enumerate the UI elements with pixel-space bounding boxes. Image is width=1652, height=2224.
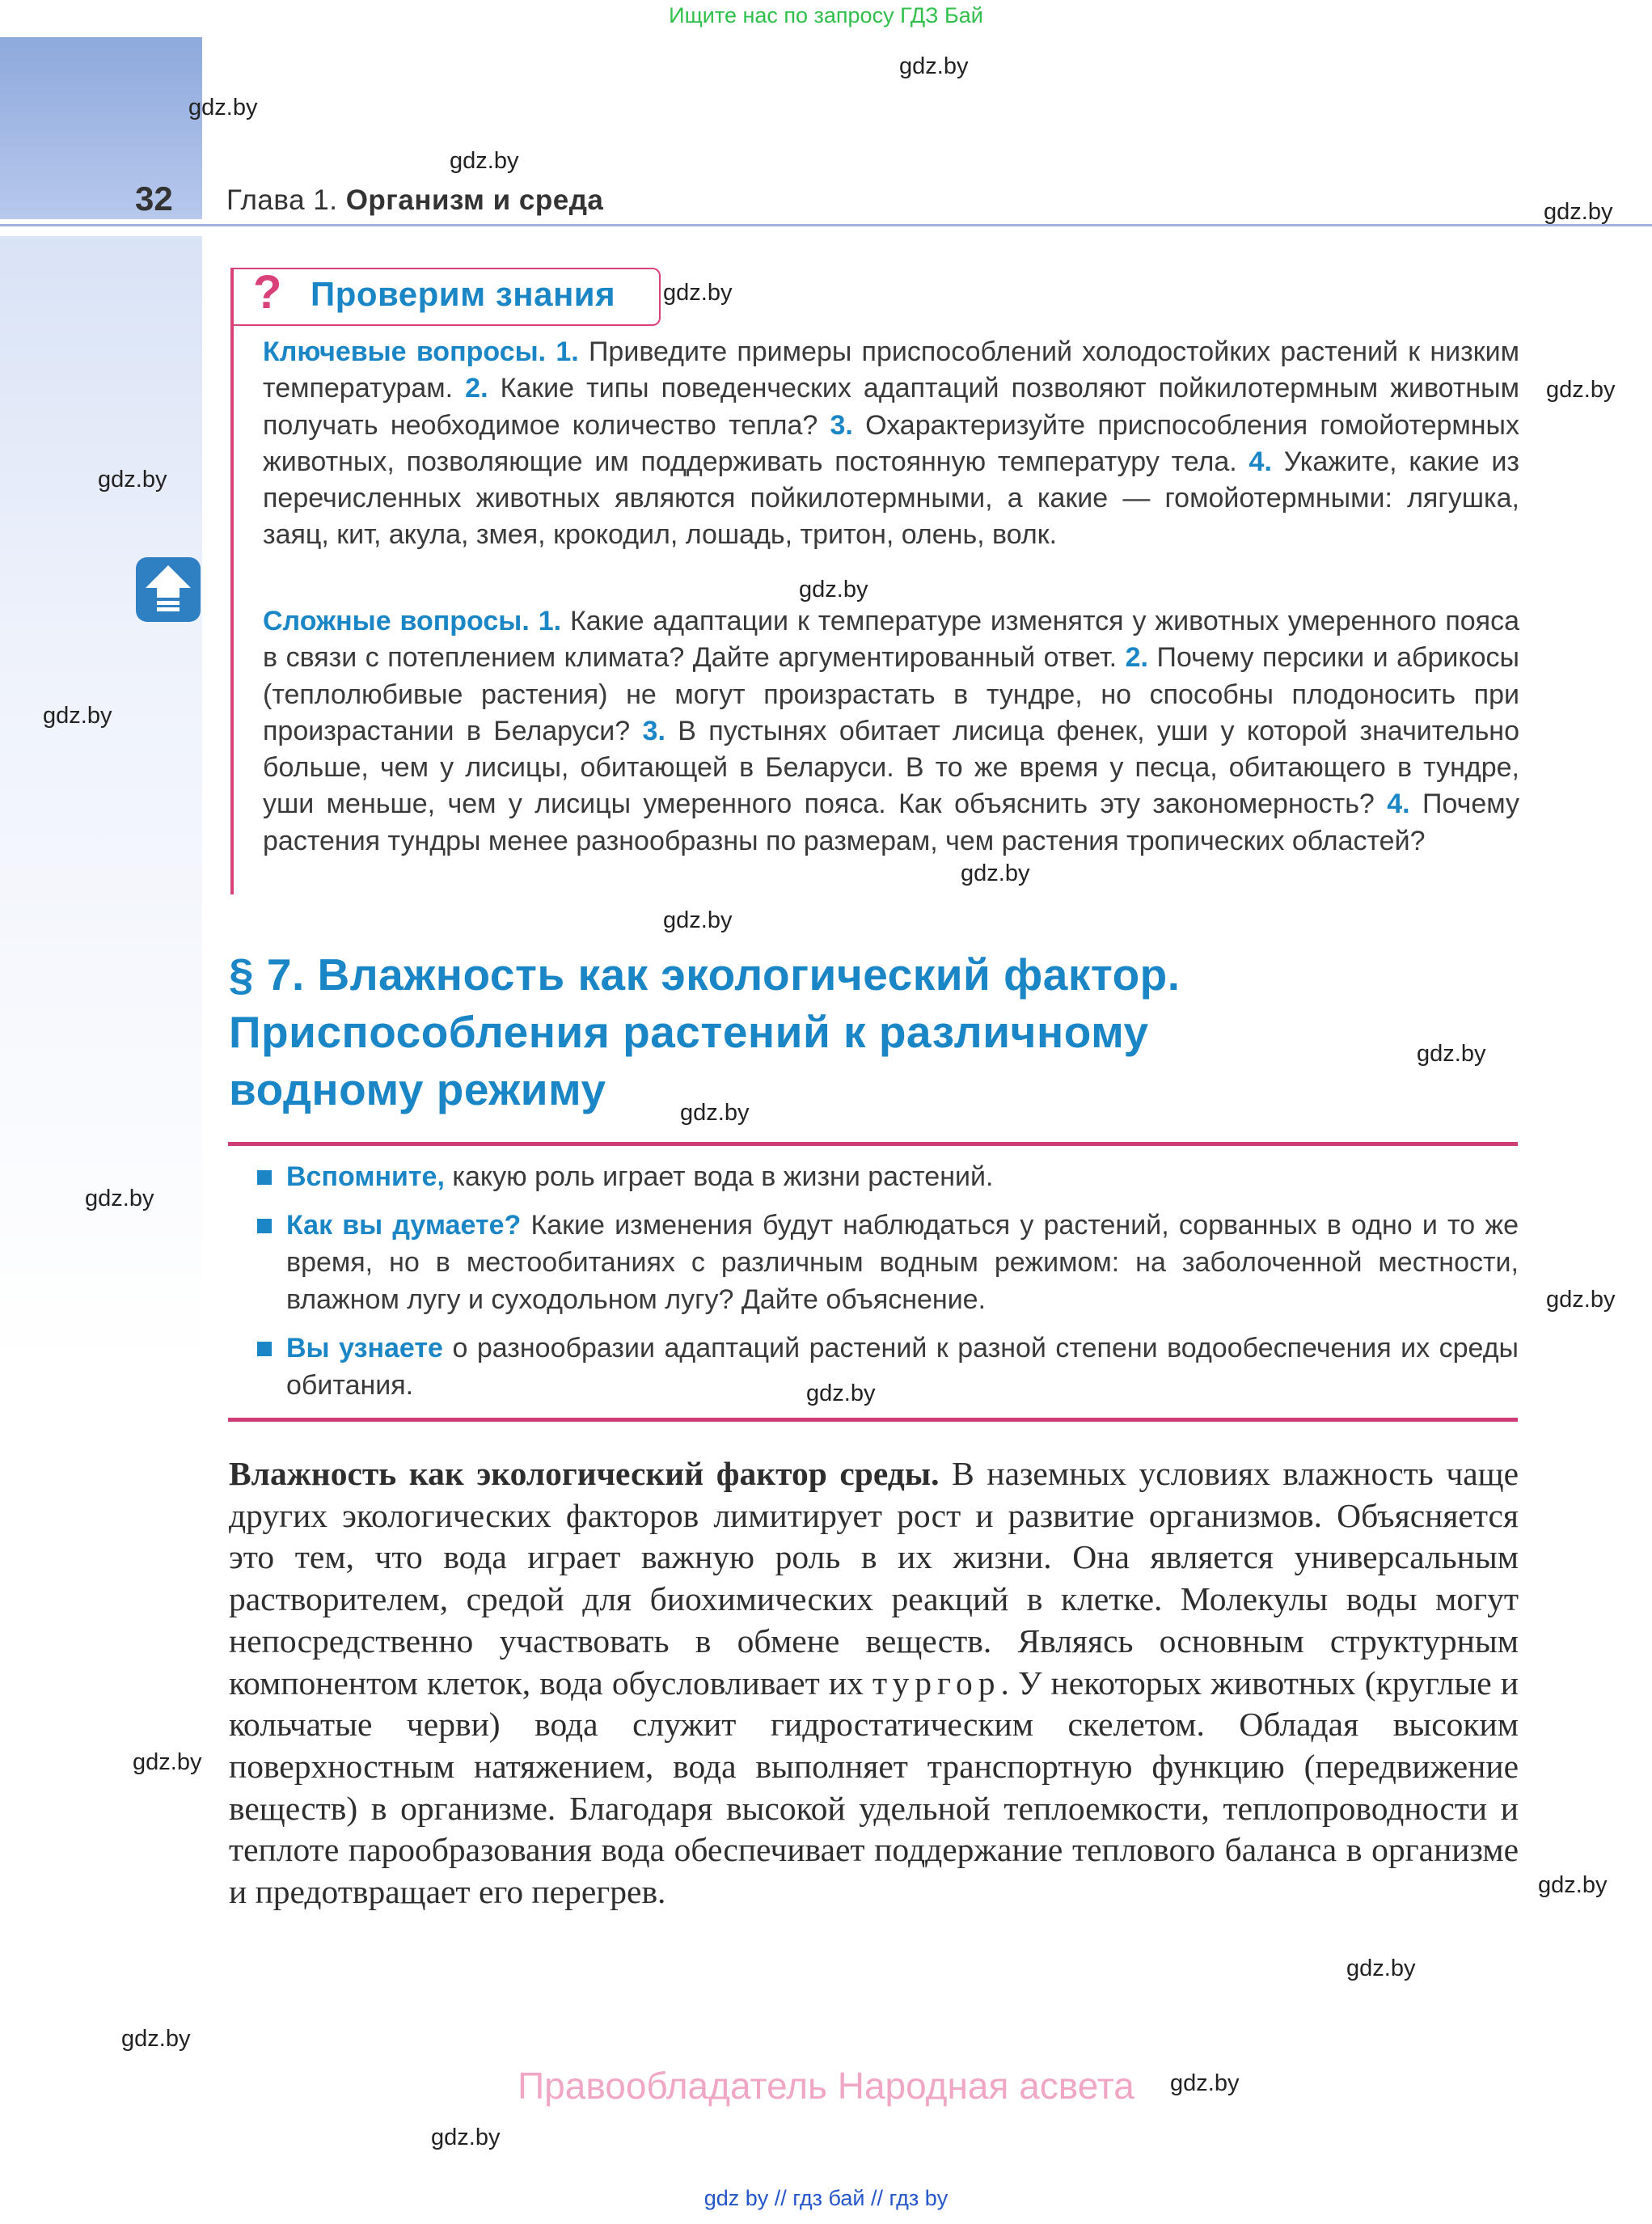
question-mark-icon: ? (253, 266, 282, 319)
watermark: gdz.by (663, 907, 733, 933)
question-text: Почему персики и абрикосы (теплолюбивые растения) не могут произрастать в тундре, но способны плодоносить при произрастании в Беларуси? (263, 642, 1519, 746)
watermark: gdz.by (1544, 199, 1613, 225)
left-margin-band (0, 236, 202, 2224)
bullet-square-icon (257, 1219, 272, 1233)
watermark: gdz.by (961, 860, 1030, 886)
question-text: Какие типы поведенческих адаптаций позволяют пойкилотермным животным получать необходимое количество тепла? (263, 373, 1519, 441)
watermark: gdz.by (98, 467, 167, 493)
bullet-square-icon (257, 1170, 272, 1185)
watermark: gdz.by (431, 2125, 501, 2150)
intro-item-remember (257, 1158, 1519, 1195)
question-number: 3. (830, 409, 853, 441)
body-paragraph (229, 1453, 1519, 1913)
question-number: 4. (1387, 789, 1410, 820)
intro-block (257, 1158, 1519, 1404)
intro-item-label: Вы узнаете (286, 1333, 443, 1364)
watermark: gdz.by (899, 53, 969, 79)
intro-item-label: Вспомните, (286, 1161, 445, 1192)
question-text: Охарактеризуйте приспособления гомойотермных животных, позволяющие им поддерживать постоянную температуру тела. (263, 409, 1519, 477)
key-questions-paragraph (263, 334, 1519, 554)
section-title-line: Приспособления растений к различному (229, 1007, 1149, 1057)
watermark: gdz.by (450, 148, 519, 174)
check-knowledge-side-bar (230, 268, 234, 894)
watermark: gdz.by (680, 1100, 750, 1126)
intro-item-text: Какие изменения будут наблюдаться у растений, сорванных в одно и то же время, но в местообитаниях с различным водным режимом: на заболоченной местности, влажном лугу и суходольном лугу? Дайте объяснение. (286, 1210, 1519, 1315)
paragraph-text: В наземных условиях влажность чаще других экологических факторов лимитирует рост и развитие организмов. Объясняется это тем, что вода играет важную роль в их жизни. Она является универсальным растворителем, средой для биохимических реакций в клетке. Молекулы воды могут непосредственно участвовать в обмене веществ. Являясь основным структурным компонентом клеток, вода обусловливает их (229, 1455, 1519, 1702)
watermark: gdz.by (1546, 1287, 1616, 1313)
chapter-title: Организм и среда (345, 184, 604, 216)
back-to-top-icon[interactable] (134, 556, 202, 624)
page-number: 32 (135, 180, 173, 218)
question-text: Почему растения тундры менее разнообразны по размерам, чем растения тропических областей? (263, 789, 1519, 856)
watermark: gdz.by (43, 703, 112, 729)
intro-item-label: Как вы думаете? (286, 1210, 522, 1241)
watermark: gdz.by (1346, 1956, 1416, 1981)
intro-bottom-rule (228, 1418, 1518, 1422)
watermark: gdz.by (806, 1380, 876, 1406)
bottom-links[interactable]: gdz by // гдз бай // гдз by (703, 2186, 949, 2210)
intro-item-learn (257, 1330, 1519, 1404)
check-knowledge-title: Проверим знания (311, 275, 616, 313)
watermark: gdz.by (1538, 1872, 1608, 1898)
key-questions-label: Ключевые вопросы. (263, 336, 547, 367)
question-number: 3. (642, 715, 665, 746)
term-turgor: тургор (872, 1664, 1001, 1702)
question-text: Приведите примеры приспособлений холодостойких растений к низким температурам. (263, 336, 1519, 404)
question-number: 1. (556, 336, 579, 367)
question-number: 1. (538, 606, 562, 636)
intro-item-text: о разнообразии адаптаций растений к разной степени водообеспечения их среды обитания. (286, 1333, 1519, 1401)
watermark: gdz.by (85, 1186, 154, 1211)
chapter-prefix: Глава 1. (226, 184, 338, 216)
bullet-square-icon (257, 1342, 272, 1356)
question-number: 2. (465, 373, 488, 404)
watermark: gdz.by (121, 2026, 191, 2052)
question-text: Какие адаптации к температуре изменятся у животных умеренного пояса в связи с потеплением климата? Дайте аргументированный ответ. (263, 606, 1519, 674)
question-text: В пустынях обитает лисица фенек, уши у которой значительно больше, чем у лисицы, обитающей в Беларуси. В то же время у песца, обитающего в тундре, уши меньше, чем у лисицы умеренного пояса. Как объяснить эту закономерность? (263, 715, 1519, 820)
hard-questions-label: Сложные вопросы. (263, 606, 530, 636)
watermark: gdz.by (1170, 2070, 1240, 2096)
intro-item-text: какую роль играет вода в жизни растений. (452, 1161, 994, 1192)
watermark: gdz.by (1417, 1041, 1486, 1067)
question-number: 4. (1249, 446, 1272, 477)
intro-item-think (257, 1207, 1519, 1318)
paragraph-text: . У некоторых животных (круглые и кольчатые черви) вода служит гидростатическим скелетом. Обладая высоким поверхностным натяжением, вода выполняет транспортную функцию (передвижение веществ) в организме. Благодаря высокой удельной теплоемкости, теплопроводности и теплоте парообразования вода обеспечивает поддержание теплового баланса в организме и предотвращает его перегрев. (229, 1664, 1519, 1911)
intro-top-rule (228, 1142, 1518, 1146)
watermark: gdz.by (663, 280, 733, 306)
paragraph-lead: Влажность как экологический фактор среды. (229, 1455, 940, 1492)
question-number: 2. (1125, 642, 1148, 674)
top-banner[interactable]: Ищите нас по запросу ГДЗ Бай (669, 3, 983, 27)
watermark: gdz.by (1546, 377, 1616, 403)
question-text: Укажите, какие из перечисленных животных являются пойкилотермными, а какие — гомойотермными: лягушка, заяц, кит, акула, змея, крокодил, лошадь, тритон, олень, волк. (263, 446, 1520, 551)
watermark: gdz.by (799, 577, 868, 603)
chapter-heading (226, 184, 603, 217)
copyright-footer: Правообладатель Народная асвета (518, 2065, 1134, 2107)
section-title-line: водному режиму (229, 1064, 606, 1114)
watermark: gdz.by (133, 1749, 202, 1775)
section-title (229, 946, 1442, 1118)
hard-questions-paragraph (263, 603, 1519, 860)
watermark: gdz.by (188, 95, 258, 121)
section-title-line: § 7. Влажность как экологический фактор. (229, 949, 1181, 1000)
header-divider (0, 224, 1652, 226)
